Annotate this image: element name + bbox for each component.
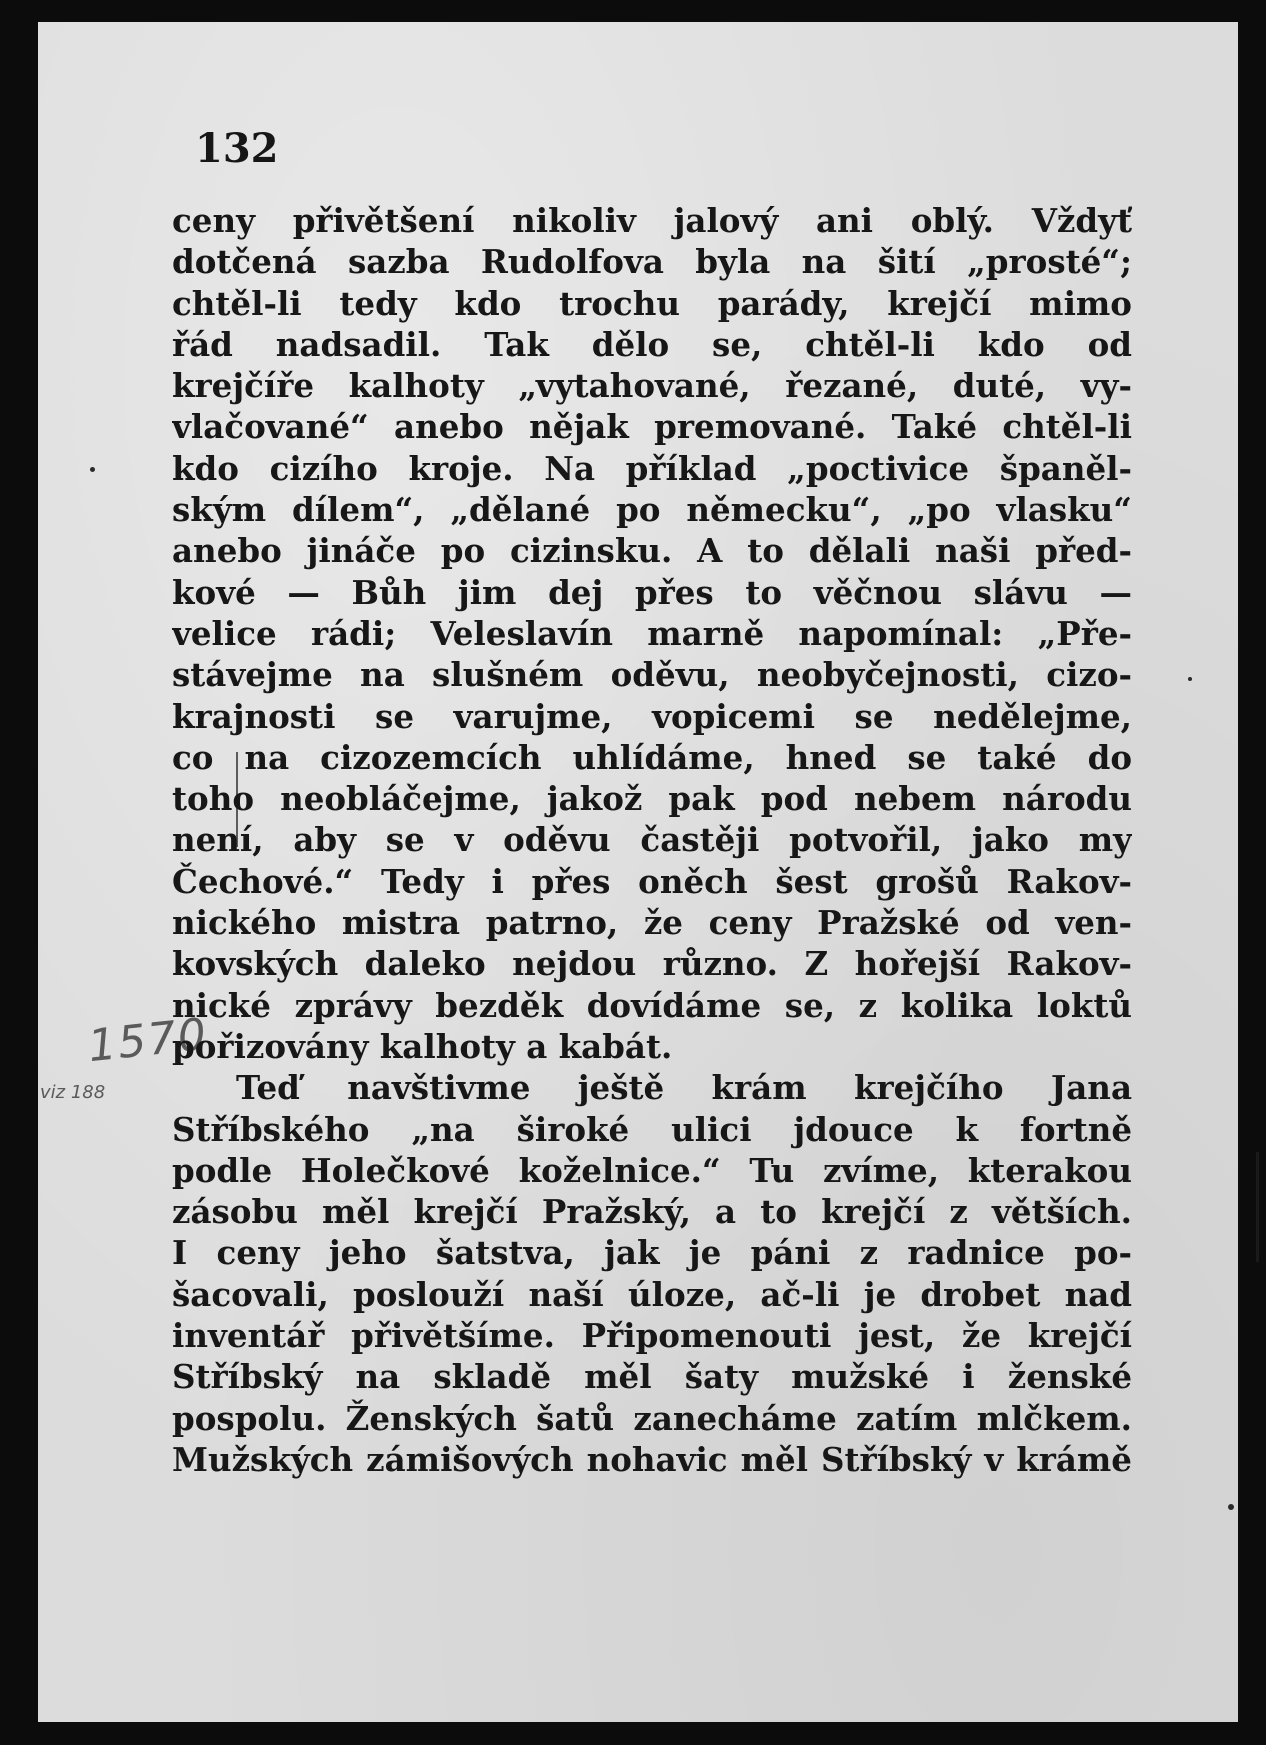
- text-line: stávejme na slušném oděvu, neobyčejnosti, cizo-: [172, 655, 1132, 695]
- text-line: kovských daleko nejdou různo. Z hořejší Rakov-: [172, 944, 1132, 984]
- text-line: krajnosti se varujme, vopicemi se nedělejme,: [172, 696, 1132, 736]
- text-line: pospolu. Ženských šatů zanecháme zatím mlčkem.: [172, 1398, 1132, 1438]
- text-line: Stříbský na skladě měl šaty mužské i ženské: [172, 1357, 1132, 1397]
- text-line: kdo cizího kroje. Na příklad „poctivice španěl-: [172, 448, 1132, 488]
- text-line: podle Holečkové koželnice.“ Tu zvíme, kterakou: [172, 1150, 1132, 1190]
- text-line: anebo jináče po cizinsku. A to dělali naši před-: [172, 531, 1132, 571]
- edge-rule-mark: [1256, 1152, 1259, 1262]
- text-line: chtěl-li tedy kdo trochu parády, krejčí mimo: [172, 283, 1132, 323]
- text-line: toho neobláčejme, jakož pak pod nebem národu: [172, 779, 1132, 819]
- text-line: Stříbského „na široké ulici jdouce k fortně: [172, 1109, 1132, 1149]
- text-line: šacovali, poslouží naší úloze, ač-li je drobet nad: [172, 1274, 1132, 1314]
- text-line: krejčíře kalhoty „vytahované, řezané, duté, vy-: [172, 366, 1132, 406]
- margin-note-reference: viz 188: [40, 1082, 106, 1103]
- margin-note-number: 1570: [85, 1008, 211, 1073]
- text-line: kové — Bůh jim dej přes to věčnou slávu —: [172, 572, 1132, 612]
- text-line: ceny přivětšení nikoliv jalový ani oblý. Vždyť: [172, 201, 1132, 240]
- text-line: zásobu měl krejčí Pražský, a to krejčí z větších.: [172, 1192, 1132, 1232]
- text-line: nické zprávy bezděk dovídáme se, z kolika loktů: [172, 985, 1132, 1025]
- ink-spot: [90, 467, 95, 472]
- page-number: 132: [195, 125, 279, 172]
- text-line: není, aby se v oděvu častěji potvořil, jako my: [172, 820, 1132, 860]
- text-line: dotčená sazba Rudolfova byla na šití „prosté“;: [172, 242, 1132, 282]
- text-line: inventář přivětšíme. Připomenouti jest, že krejčí: [172, 1316, 1132, 1356]
- ink-spot: [1228, 1504, 1234, 1510]
- text-line: ským dílem“, „dělané po německu“, „po vlasku“: [172, 490, 1132, 530]
- text-line: nického mistra patrno, že ceny Pražské od ven-: [172, 903, 1132, 943]
- text-line: velice rádi; Veleslavín marně napomínal: „Pře-: [172, 613, 1132, 653]
- text-line: pořizovány kalhoty a kabát.: [172, 1026, 673, 1066]
- ink-spot: [1188, 677, 1192, 681]
- text-line: I ceny jeho šatstva, jak je páni z radnice po-: [172, 1233, 1132, 1273]
- text-line: co na cizozemcích uhlídáme, hned se také do: [172, 737, 1132, 777]
- text-line: Teď navštivme ještě krám krejčího Jana: [236, 1068, 1132, 1108]
- text-line: Čechové.“ Tedy i přes oněch šest grošů Rakov-: [172, 861, 1132, 901]
- text-line: Mužských zámišových nohavic měl Stříbský v krámě: [172, 1439, 1132, 1479]
- body-text: [172, 200, 1132, 1480]
- text-line: řád nadsadil. Tak dělo se, chtěl-li kdo od: [172, 324, 1132, 364]
- text-line: vlačované“ anebo nějak premované. Také chtěl-li: [172, 407, 1132, 447]
